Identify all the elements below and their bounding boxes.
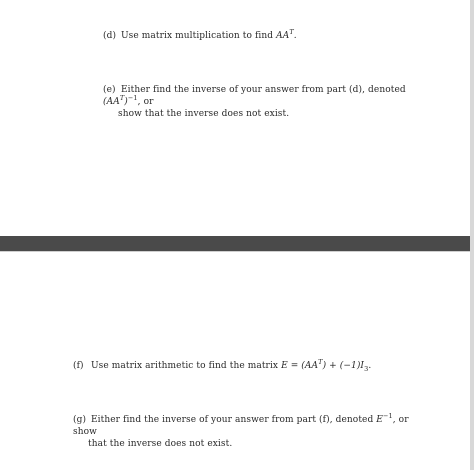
part-e-inv-sup: −1	[127, 94, 138, 102]
part-g-line1-end: , or show	[73, 415, 409, 437]
part-f-math-b: ) + (−1)I	[322, 361, 365, 371]
part-f-math-sub: 3	[364, 364, 369, 373]
part-e-math-open: (AA	[103, 97, 120, 107]
part-f-math-sup: T	[318, 358, 323, 366]
viewer-scrollbar-edge[interactable]	[470, 0, 474, 470]
part-d-label: (d)	[103, 31, 117, 41]
part-f-end: .	[368, 361, 372, 371]
question-part-g	[73, 414, 413, 450]
part-f-math-a: E = (AA	[281, 361, 319, 371]
question-part-d	[103, 30, 297, 42]
part-g-line2: that the inverse does not exist.	[88, 439, 233, 449]
part-f-text: Use matrix arithmetic to find the matrix	[90, 361, 279, 371]
part-e-math-close: )	[124, 97, 128, 107]
part-e-line1-text: Either find the inverse of your answer from part (d), denoted	[120, 85, 406, 95]
part-d-sup: T	[289, 28, 294, 36]
question-part-f	[73, 360, 371, 372]
part-e-line2: show that the inverse does not exist.	[118, 109, 290, 119]
part-g-label: (g)	[73, 415, 87, 425]
part-g-math-sup: −1	[382, 412, 393, 420]
part-g-line1-text: Either find the inverse of your answer from part (f), denoted	[90, 415, 374, 425]
part-e-line1-end: , or	[137, 97, 154, 107]
part-e-label: (e)	[103, 85, 116, 95]
part-e-math-sup: T	[119, 94, 125, 102]
part-d-end: .	[293, 31, 297, 41]
part-d-math: AA	[276, 31, 290, 41]
part-d-text: Use matrix multiplication to find	[120, 31, 274, 41]
part-g-math: E	[376, 415, 383, 425]
part-f-label: (f)	[73, 361, 84, 371]
page-gap	[0, 236, 474, 251]
question-part-e	[103, 84, 433, 120]
